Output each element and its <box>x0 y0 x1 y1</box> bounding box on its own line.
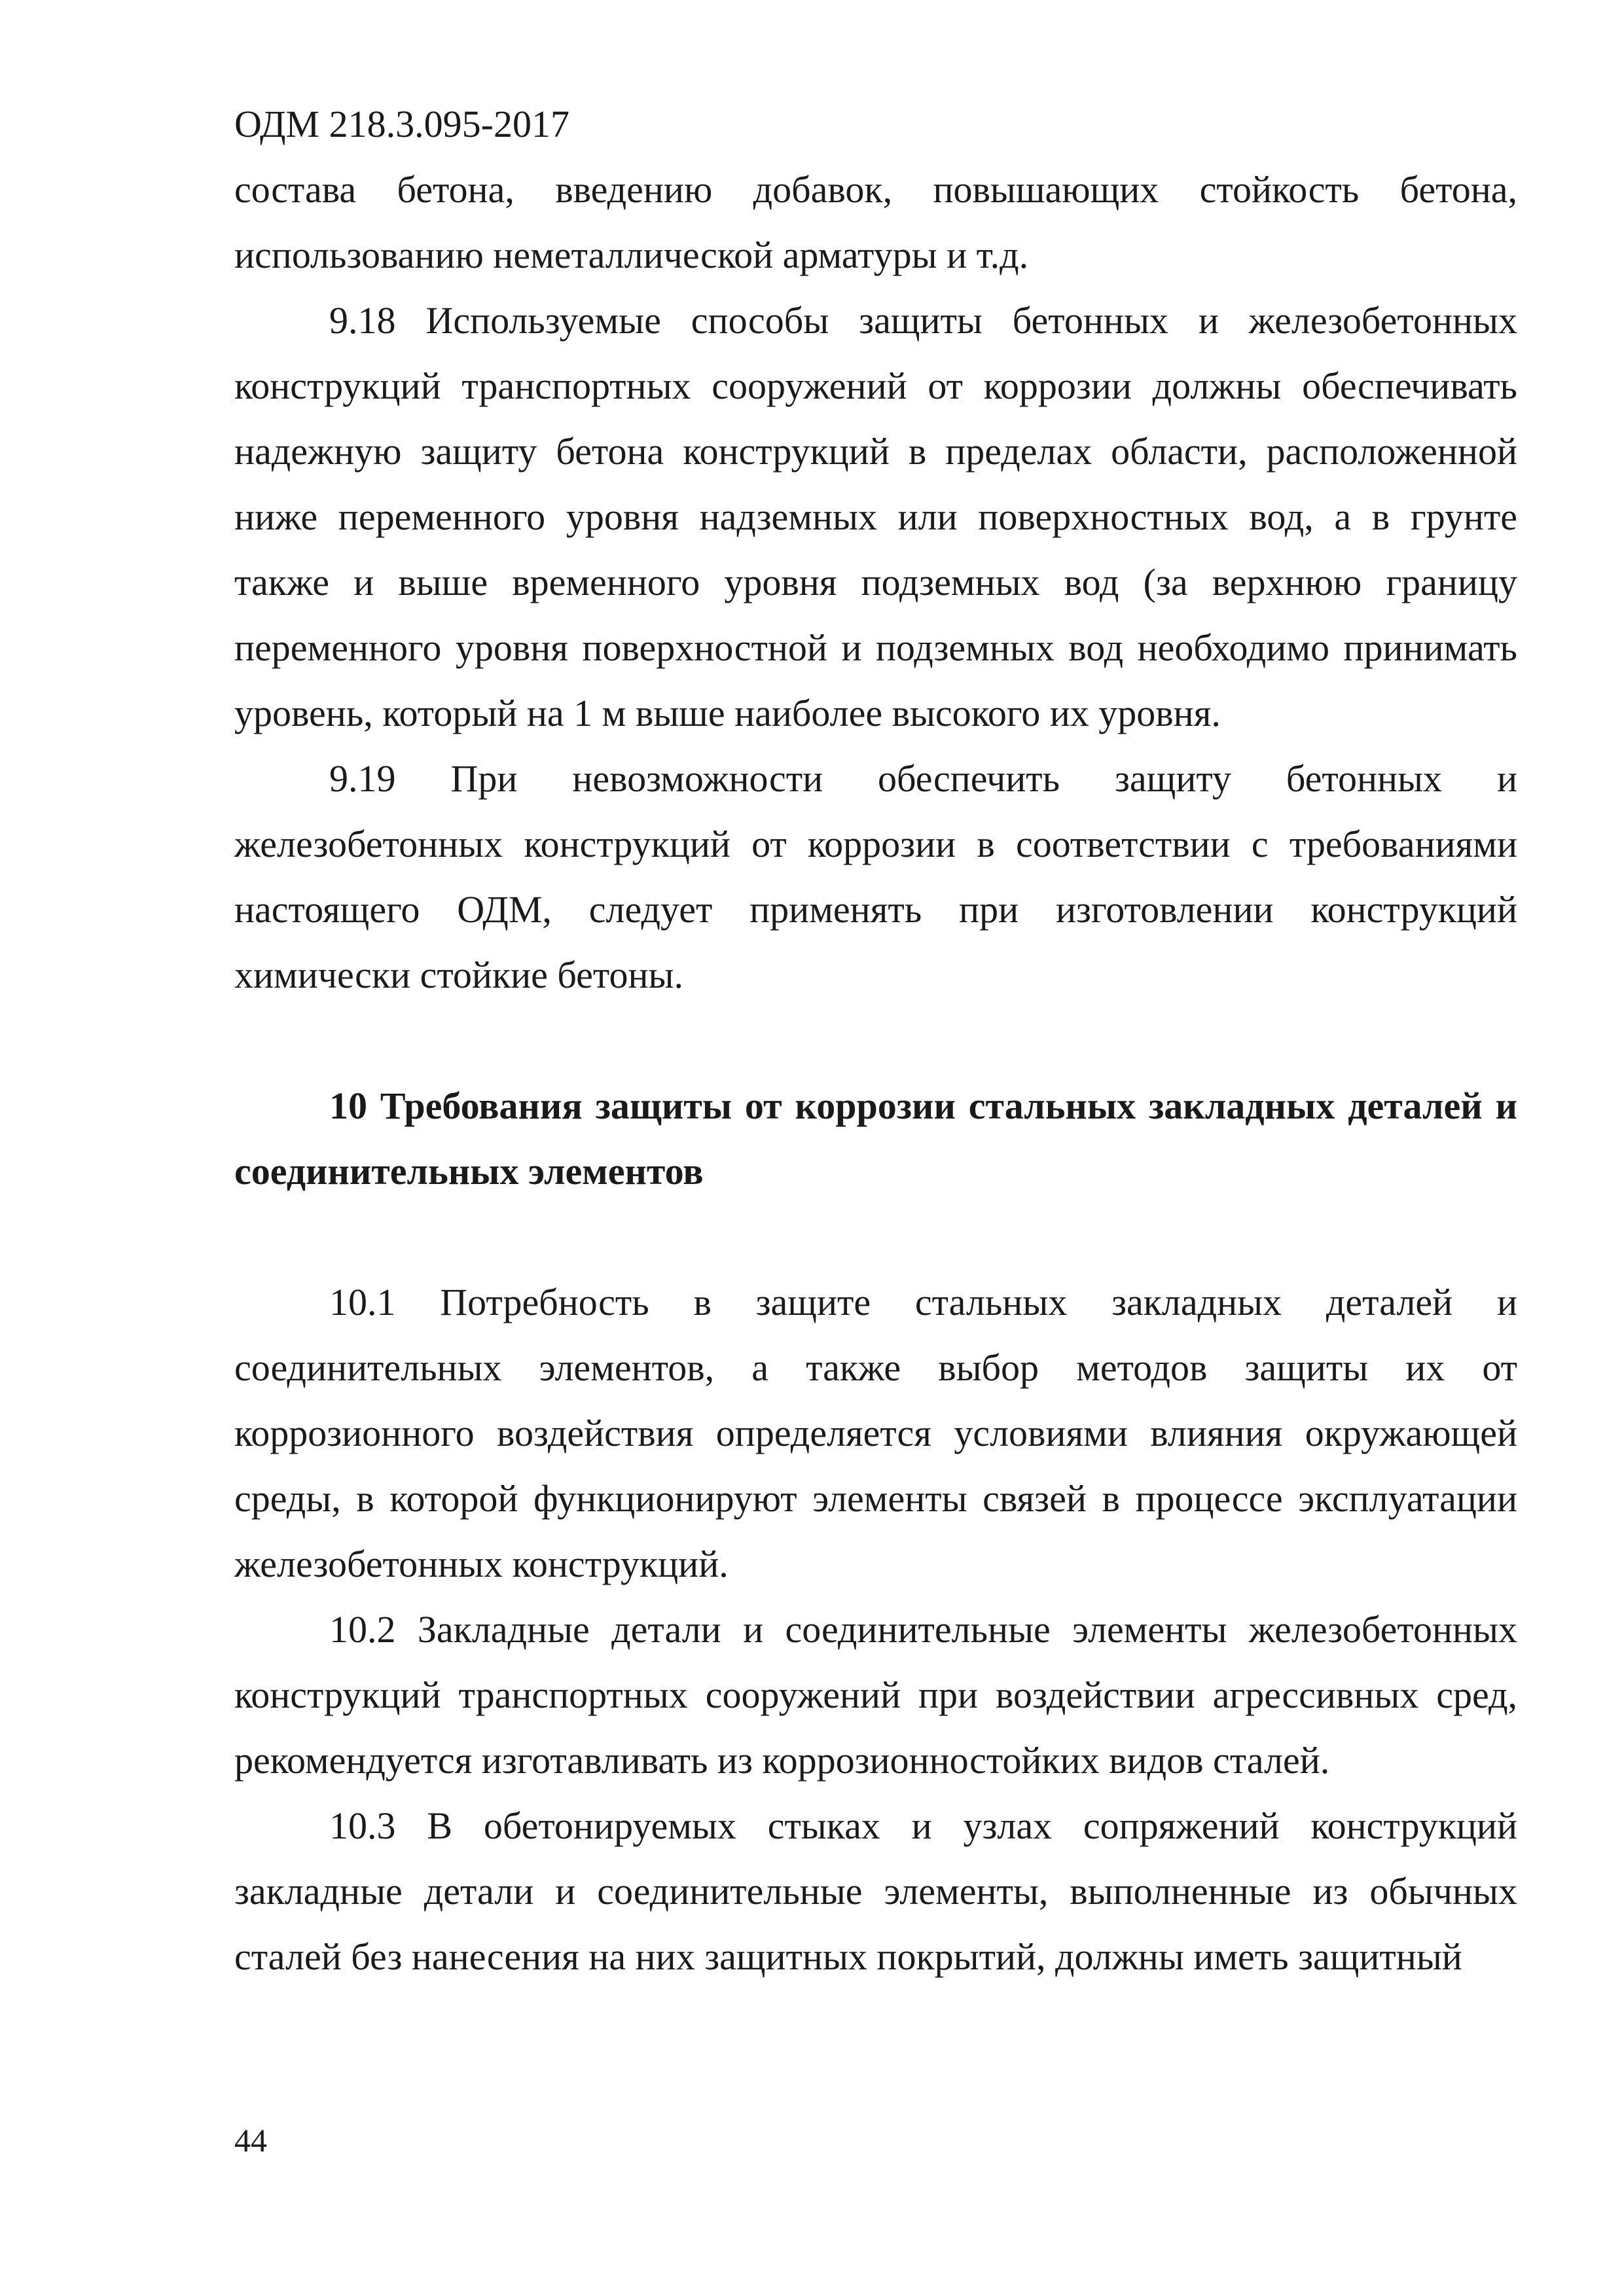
paragraph-9-19: 9.19 При невозможности обеспечить защиту бетонных и железобетонных конструкций от коррозии в соответствии с требованиями настоящего ОДМ, следует применять при изготовлении конструкций химически стойкие бетоны. <box>234 757 1517 996</box>
paragraph-9-18: 9.18 Используемые способы защиты бетонных и железобетонных конструкций транспортных сооружений от коррозии должны обеспечивать надежную защиту бетона конструкций в пределах области, расположенной ниже переменного уровня надземных или поверхностных вод, а в грунте также и выше временного уровня подземных вод (за верхнюю границу переменного уровня поверхностной и подземных вод необходимо принимать уровень, который на 1 м выше наиболее высокого их уровня. <box>234 299 1517 734</box>
document-body <box>234 157 1517 1990</box>
page-header-doc-code: ОДМ 218.3.095-2017 <box>234 103 569 145</box>
page-number: 44 <box>234 2122 267 2159</box>
paragraph-10-2: 10.2 Закладные детали и соединительные элементы железобетонных конструкций транспортных сооружений при воздействии агрессивных сред, рекомендуется изготавливать из коррозионностойких видов сталей. <box>234 1608 1517 1782</box>
paragraph-continuation: состава бетона, введению добавок, повышающих стойкость бетона, использованию неметаллической арматуры и т.д. <box>234 168 1517 276</box>
paragraph-10-3: 10.3 В обетонируемых стыках и узлах сопряжений конструкций закладные детали и соединительные элементы, выполненные из обычных сталей без нанесения на них защитных покрытий, должны иметь защитный <box>234 1804 1517 1978</box>
section-heading-10: 10 Требования защиты от коррозии стальных закладных деталей и соединительных элементов <box>234 1085 1517 1193</box>
paragraph-10-1: 10.1 Потребность в защите стальных закладных деталей и соединительных элементов, а также выбор методов защиты их от коррозионного воздействия определяется условиями влияния окружающей среды, в которой функционируют элементы связей в процессе эксплуатации железобетонных конструкций. <box>234 1281 1517 1585</box>
